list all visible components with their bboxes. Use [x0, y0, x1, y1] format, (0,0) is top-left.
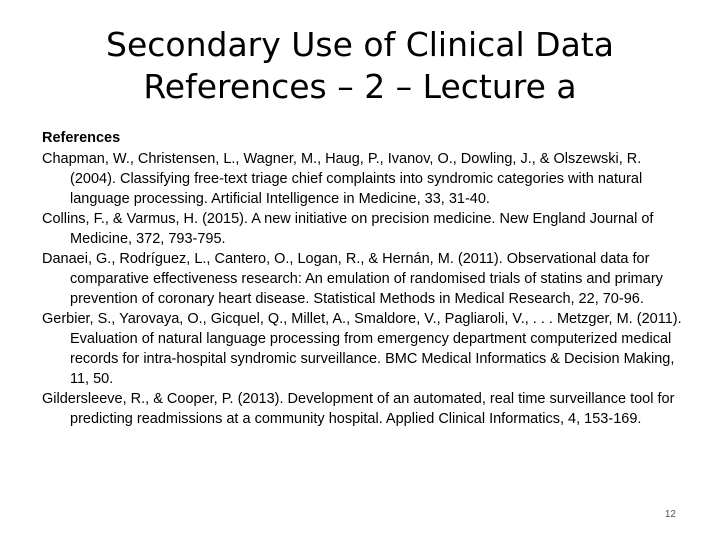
- references-list: [42, 149, 687, 429]
- slide-title-line-1: Secondary Use of Clinical Data: [106, 25, 614, 64]
- slide-title-line-2: References – 2 – Lecture a: [143, 67, 577, 106]
- slide-title: [40, 24, 680, 108]
- references-section: [42, 128, 687, 429]
- reference-item-collins: Collins, F., & Varmus, H. (2015). A new initiative on precision medicine. New England Journal of Medicine, 372, 793-795.: [42, 211, 654, 247]
- references-heading: References: [42, 130, 121, 146]
- reference-item-gildersleeve: Gildersleeve, R., & Cooper, P. (2013). Development of an automated, real time surveillance tool for predicting readmissions at a community hospital. Applied Clinical Informatics, 4, 153-169.: [42, 391, 675, 427]
- page-number: 12: [664, 509, 676, 520]
- reference-item-gerbier: Gerbier, S., Yarovaya, O., Gicquel, Q., Millet, A., Smaldore, V., Pagliaroli, V., . . . Metzger, M. (2011). Evaluation of natural language processing from emergency department computerized medical records for intra-hospital syndromic surveillance. BMC Medical Informatics & Decision Making, 11, 50.: [42, 311, 682, 387]
- reference-item-chapman: Chapman, W., Christensen, L., Wagner, M., Haug, P., Ivanov, O., Dowling, J., & Olszewski, R. (2004). Classifying free-text triage chief complaints into syndromic categories with natural language processing. Artificial Intelligence in Medicine, 33, 31-40.: [42, 151, 643, 207]
- reference-item-danaei: Danaei, G., Rodríguez, L., Cantero, O., Logan, R., & Hernán, M. (2011). Observational data for comparative effectiveness research: An emulation of randomised trials of statins and primary prevention of coronary heart disease. Statistical Methods in Medical Research, 22, 70-96.: [42, 251, 663, 307]
